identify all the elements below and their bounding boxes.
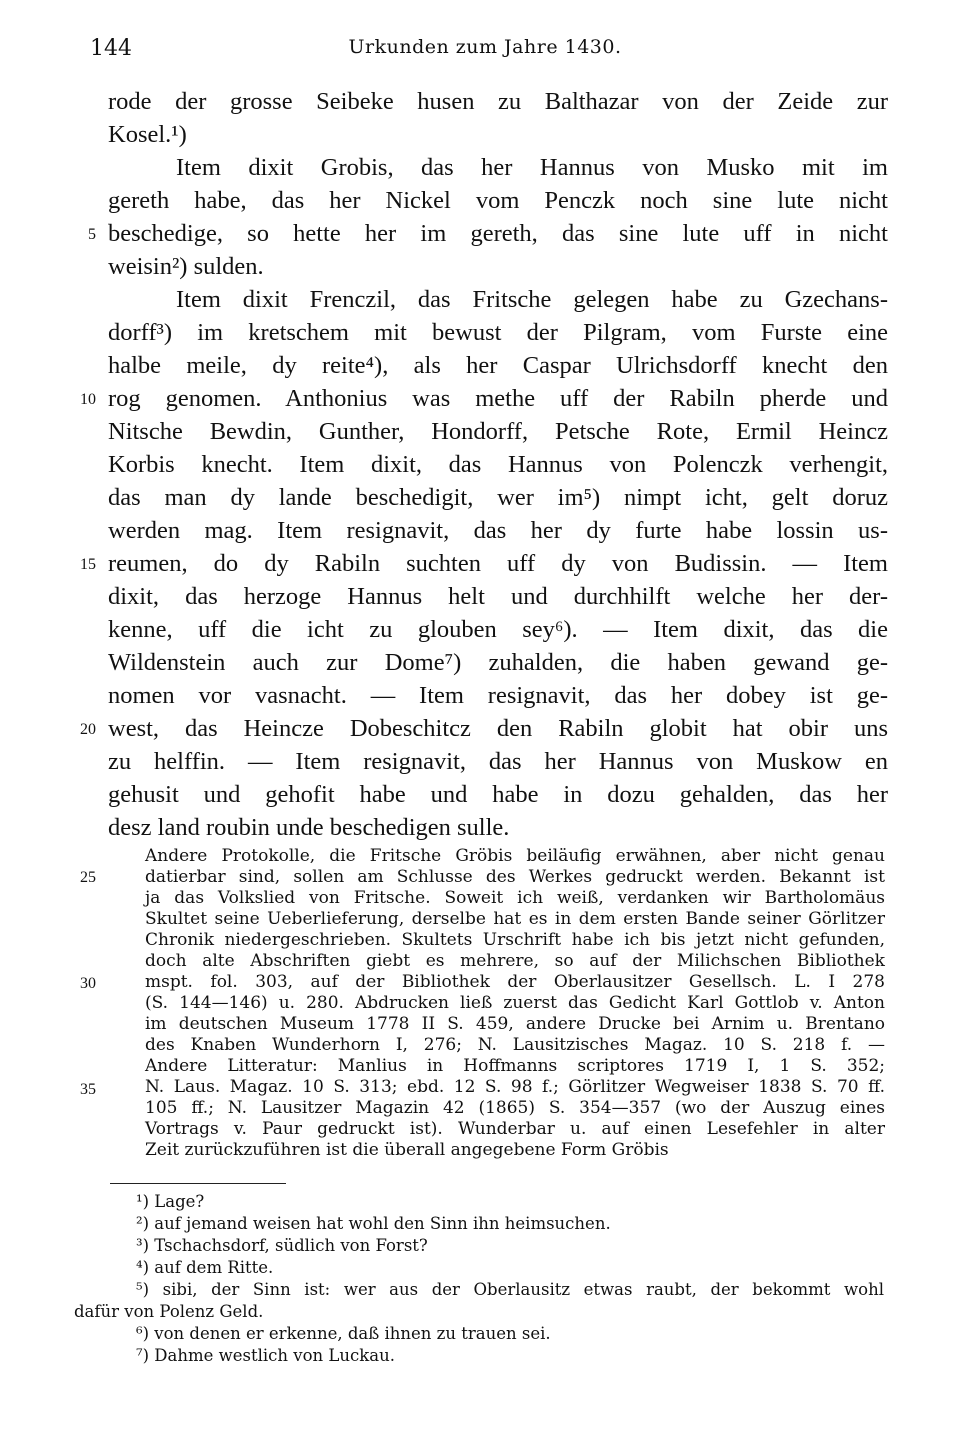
line-number: 25 [80, 869, 96, 886]
text-line: kenne, uff die icht zu glouben sey⁶). — Item dixit, das die [108, 616, 888, 643]
footnote: ¹) Lage? [136, 1192, 205, 1211]
text-line: gereth habe, das her Nickel vom Penczk noch sine lute nicht [108, 187, 888, 214]
note-line: Andere Litteratur: Manlius in Hoffmanns scriptores 1719 I, 1 S. 352; [145, 1056, 885, 1076]
note-line: doch alte Abschriften giebt es mehrere, so auf der Milichschen Bibliothek [145, 951, 885, 971]
text-line: dixit, das herzoge Hannus helt und durchhilft welche her der- [108, 583, 888, 610]
note-line: des Knaben Wunderhorn I, 276; N. Lausitzisches Magaz. 10 S. 218 f. — [145, 1035, 885, 1055]
text-line: Wildenstein auch zur Dome⁷) zuhalden, die haben gewand ge- [108, 649, 888, 676]
text-line: gehusit und gehofit habe und habe in dozu gehalden, das her [108, 781, 888, 808]
note-line: Zeit zurückzuführen ist die überall angegebene Form Gröbis [145, 1140, 669, 1160]
note-line: im deutschen Museum 1778 II S. 459, andere Drucke bei Arnim u. Brentano [145, 1014, 885, 1034]
footnote: dafür von Polenz Geld. [74, 1302, 264, 1321]
line-number: 15 [80, 556, 96, 573]
footnote-separator [110, 1183, 286, 1184]
note-line: 105 ff.; N. Lausitzer Magazin 42 (1865) S. 354—357 (wo der Auszug eines [145, 1098, 885, 1118]
line-number: 5 [88, 226, 96, 243]
note-line: Skultet seine Ueberlieferung, derselbe hat es in dem ersten Bande seiner Görlitzer [145, 909, 885, 929]
line-number: 30 [80, 975, 96, 992]
line-number: 10 [80, 391, 96, 408]
note-line: Chronik niedergeschrieben. Skultets Urschrift habe ich bis jetzt nicht gefunden, [145, 930, 885, 950]
footnote: ⁶) von denen er erkenne, daß ihnen zu trauen sei. [136, 1324, 551, 1343]
text-line: beschedige, so hette her im gereth, das sine lute uff in nicht [108, 220, 888, 247]
text-line: das man dy lande beschedigit, wer im⁵) nimpt icht, gelt doruz [108, 484, 888, 511]
text-line: halbe meile, dy reite⁴), als her Caspar Ulrichsdorff knecht den [108, 352, 888, 379]
footnote: ³) Tschachsdorf, südlich von Forst? [136, 1236, 428, 1255]
text-line: Kosel.¹) [108, 121, 187, 148]
text-line: weisin²) sulden. [108, 253, 264, 280]
note-line: datierbar sind, sollen am Schlusse des Werkes gedruckt werden. Bekannt ist [145, 867, 885, 887]
text-line: Nitsche Bewdin, Gunther, Hondorff, Petsche Rote, Ermil Heincz [108, 418, 888, 445]
note-line: N. Laus. Magaz. 10 S. 313; ebd. 12 S. 98 f.; Görlitzer Wegweiser 1838 S. 70 ff. [145, 1077, 885, 1097]
text-line: reumen, do dy Rabiln suchten uff dy von Budissin. — Item [108, 550, 888, 577]
note-line: Andere Protokolle, die Fritsche Gröbis beiläufig erwähnen, aber nicht genau [145, 846, 885, 866]
text-line: werden mag. Item resignavit, das her dy furte habe lossin us- [108, 517, 888, 544]
footnote: ²) auf jemand weisen hat wohl den Sinn ihn heimsuchen. [136, 1214, 611, 1233]
text-line: rog genomen. Anthonius was methe uff der Rabiln pherde und [108, 385, 888, 412]
note-line: (S. 144—146) u. 280. Abdrucken ließ zuerst das Gedicht Karl Gottlob v. Anton [145, 993, 885, 1013]
text-line: dorff³) im kretschem mit bewust der Pilgram, vom Furste eine [108, 319, 888, 346]
text-line: zu helffin. — Item resignavit, das her Hannus von Muskow en [108, 748, 888, 775]
page-header [90, 36, 880, 66]
running-title: Urkunden zum Jahre 1430. [348, 36, 622, 58]
note-line: Vortrags v. Paur gedruckt ist). Wunderbar u. auf einen Lesefehler in alter [145, 1119, 885, 1139]
text-line: Korbis knecht. Item dixit, das Hannus von Polenczk verhengit, [108, 451, 888, 478]
footnote: ⁷) Dahme westlich von Luckau. [136, 1346, 395, 1365]
note-line: ja das Volkslied von Fritsche. Soweit ich weiß, verdanken wir Bartholomäus [145, 888, 885, 908]
footnote: ⁵) sibi, der Sinn ist: wer aus der Oberlausitz etwas raubt, der bekommt wohl [136, 1280, 884, 1299]
line-number: 35 [80, 1081, 96, 1098]
text-line: nomen vor vasnacht. — Item resignavit, das her dobey ist ge- [108, 682, 888, 709]
text-line: desz land roubin unde beschedigen sulle. [108, 814, 510, 841]
text-line: west, das Heincze Dobeschitcz den Rabiln globit hat obir uns [108, 715, 888, 742]
note-line: mspt. fol. 303, auf der Bibliothek der Oberlausitzer Gesellsch. L. I 278 [145, 972, 885, 992]
footnote: ⁴) auf dem Ritte. [136, 1258, 274, 1277]
text-line: rode der grosse Seibeke husen zu Balthazar von der Zeide zur [108, 88, 888, 115]
page-number: 144 [90, 36, 132, 61]
text-line: Item dixit Grobis, das her Hannus von Musko mit im [176, 154, 888, 181]
text-line: Item dixit Frenczil, das Fritsche gelegen habe zu Gzechans- [176, 286, 888, 313]
line-number: 20 [80, 721, 96, 738]
